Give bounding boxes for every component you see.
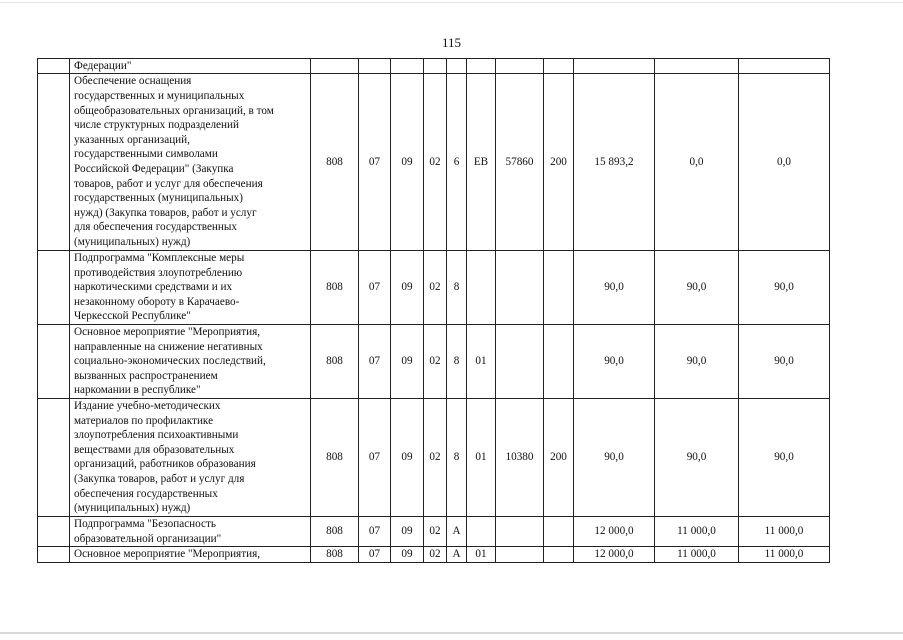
program-cell: 02 xyxy=(424,547,447,563)
subprogram-cell: 8 xyxy=(447,251,467,325)
program-cell: 02 xyxy=(424,74,447,251)
description-cell: Издание учебно-методических материалов по профилактике злоупотребления психоактивными веществами для образовательных организаций, работников образования (Закупка товаров, работ и услуг для обеспечения государственных (муниципальных) нужд) xyxy=(70,398,311,516)
row-number-cell xyxy=(38,74,70,251)
amount-year-3-cell: 11 000,0 xyxy=(739,547,830,563)
table-row xyxy=(38,251,830,325)
description-cell: Основное мероприятие "Мероприятия, xyxy=(70,547,311,563)
description-cell: Основное мероприятие "Мероприятия, направленные на снижение негативных социально-экономических последствий, вызванных распространением наркомании в республике" xyxy=(70,324,311,398)
amount-year-2-cell: 11 000,0 xyxy=(655,516,739,546)
admin-code-cell xyxy=(311,59,359,74)
amount-year-3-cell: 90,0 xyxy=(739,251,830,325)
amount-year-2-cell: 90,0 xyxy=(655,398,739,516)
amount-year-3-cell: 90,0 xyxy=(739,324,830,398)
subprogram-cell: 6 xyxy=(447,74,467,251)
section-cell: 07 xyxy=(359,398,391,516)
amount-year-1-cell: 90,0 xyxy=(574,251,655,325)
amount-year-3-cell: 11 000,0 xyxy=(739,516,830,546)
page-number: 115 xyxy=(441,35,462,50)
program-cell xyxy=(424,59,447,74)
subsection-cell: 09 xyxy=(391,74,424,251)
table-row xyxy=(38,324,830,398)
row-number-cell xyxy=(38,59,70,74)
description-cell: Подпрограмма "Безопасность образовательной организации" xyxy=(70,516,311,546)
section-cell: 07 xyxy=(359,547,391,563)
subsection-cell xyxy=(391,59,424,74)
table-row xyxy=(38,516,830,546)
direction-cell xyxy=(496,324,544,398)
subprogram-cell: А xyxy=(447,547,467,563)
table-row xyxy=(38,74,830,251)
section-cell: 07 xyxy=(359,324,391,398)
expense-type-cell xyxy=(544,251,574,325)
amount-year-2-cell xyxy=(655,59,739,74)
amount-year-2-cell: 11 000,0 xyxy=(655,547,739,563)
budget-table xyxy=(37,58,830,563)
direction-cell: 57860 xyxy=(496,74,544,251)
table-row xyxy=(38,398,830,516)
amount-year-1-cell: 12 000,0 xyxy=(574,516,655,546)
direction-cell xyxy=(496,251,544,325)
row-number-cell xyxy=(38,547,70,563)
amount-year-1-cell: 90,0 xyxy=(574,324,655,398)
direction-cell xyxy=(496,59,544,74)
row-number-cell xyxy=(38,398,70,516)
admin-code-cell: 808 xyxy=(311,398,359,516)
section-cell xyxy=(359,59,391,74)
event-cell: 01 xyxy=(467,398,496,516)
amount-year-3-cell xyxy=(739,59,830,74)
program-cell: 02 xyxy=(424,516,447,546)
subsection-cell: 09 xyxy=(391,516,424,546)
admin-code-cell: 808 xyxy=(311,74,359,251)
description-cell: Обеспечение оснащения государственных и муниципальных общеобразовательных организаций, в том числе структурных подразделений указанных организаций, государственными символами Российской Федерации" (Закупка товаров, работ и услуг для обеспечения государственных (муниципальных) нужд) (Закупка товаров, работ и услуг для обеспечения государственных (муниципальных) нужд) xyxy=(70,74,311,251)
direction-cell xyxy=(496,547,544,563)
section-cell: 07 xyxy=(359,516,391,546)
table-row xyxy=(38,59,830,74)
subprogram-cell: 8 xyxy=(447,324,467,398)
subsection-cell: 09 xyxy=(391,324,424,398)
direction-cell xyxy=(496,516,544,546)
section-cell: 07 xyxy=(359,74,391,251)
amount-year-2-cell: 90,0 xyxy=(655,324,739,398)
section-cell: 07 xyxy=(359,251,391,325)
amount-year-3-cell: 90,0 xyxy=(739,398,830,516)
row-number-cell xyxy=(38,251,70,325)
subsection-cell: 09 xyxy=(391,547,424,563)
subsection-cell: 09 xyxy=(391,251,424,325)
expense-type-cell xyxy=(544,59,574,74)
subprogram-cell: 8 xyxy=(447,398,467,516)
subprogram-cell: А xyxy=(447,516,467,546)
subsection-cell: 09 xyxy=(391,398,424,516)
expense-type-cell: 200 xyxy=(544,74,574,251)
amount-year-1-cell xyxy=(574,59,655,74)
admin-code-cell: 808 xyxy=(311,516,359,546)
amount-year-1-cell: 15 893,2 xyxy=(574,74,655,251)
table-row xyxy=(38,547,830,563)
event-cell: 01 xyxy=(467,547,496,563)
expense-type-cell xyxy=(544,324,574,398)
direction-cell: 10380 xyxy=(496,398,544,516)
event-cell xyxy=(467,516,496,546)
amount-year-1-cell: 12 000,0 xyxy=(574,547,655,563)
event-cell: 01 xyxy=(467,324,496,398)
amount-year-2-cell: 90,0 xyxy=(655,251,739,325)
program-cell: 02 xyxy=(424,324,447,398)
event-cell: ЕВ xyxy=(467,74,496,251)
amount-year-3-cell: 0,0 xyxy=(739,74,830,251)
scan-bottom-edge xyxy=(0,632,903,634)
expense-type-cell xyxy=(544,516,574,546)
row-number-cell xyxy=(38,324,70,398)
amount-year-1-cell: 90,0 xyxy=(574,398,655,516)
expense-type-cell xyxy=(544,547,574,563)
scan-top-edge xyxy=(0,2,903,3)
admin-code-cell: 808 xyxy=(311,547,359,563)
expense-type-cell: 200 xyxy=(544,398,574,516)
event-cell xyxy=(467,59,496,74)
admin-code-cell: 808 xyxy=(311,251,359,325)
description-cell: Федерации" xyxy=(70,59,311,74)
program-cell: 02 xyxy=(424,398,447,516)
amount-year-2-cell: 0,0 xyxy=(655,74,739,251)
program-cell: 02 xyxy=(424,251,447,325)
description-cell: Подпрограмма "Комплексные меры противодействия злоупотреблению наркотическими средствами и их незаконному обороту в Карачаево- Черкесской Республике" xyxy=(70,251,311,325)
row-number-cell xyxy=(38,516,70,546)
subprogram-cell xyxy=(447,59,467,74)
admin-code-cell: 808 xyxy=(311,324,359,398)
event-cell xyxy=(467,251,496,325)
